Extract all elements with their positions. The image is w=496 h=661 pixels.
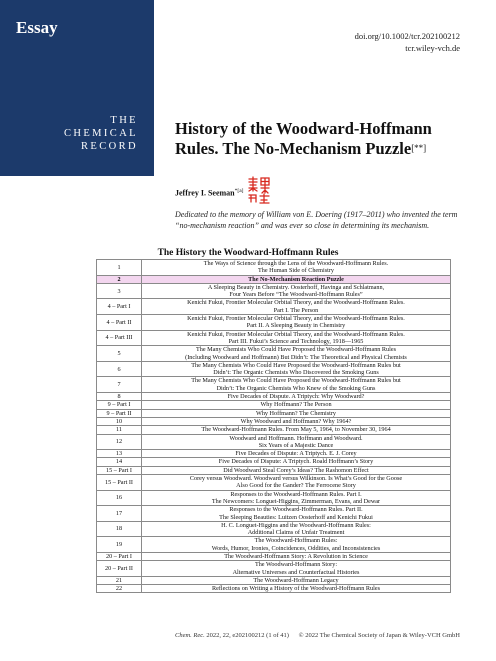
table-row — [97, 299, 451, 315]
part-number: 5 — [97, 346, 142, 362]
part-number: 11 — [97, 426, 142, 434]
part-title — [142, 401, 451, 409]
part-title — [142, 434, 451, 450]
title-footnote-mark: [**] — [411, 143, 427, 153]
part-title-line: Did Woodward Steal Corey’s Ideas? The Rashomon Effect — [223, 466, 369, 474]
part-title — [142, 537, 451, 553]
part-number: 15 – Part I — [97, 466, 142, 474]
part-title-line: Kenichi Fukui, Frontier Molecular Orbital Theory, and the Woodward-Hoffmann Rules. — [187, 330, 405, 338]
table-row — [97, 409, 451, 417]
part-title — [142, 475, 451, 491]
part-title-line: (Including Woodward and Hoffmann) But Didn’t: The Theoretical and Physical Chemists — [185, 353, 407, 361]
part-number: 12 — [97, 434, 142, 450]
part-title — [142, 283, 451, 299]
part-number: 19 — [97, 537, 142, 553]
part-title — [142, 260, 451, 276]
table-row — [97, 417, 451, 425]
part-title — [142, 393, 451, 401]
citation-details: 2022, 22, e202100212 (1 of 41) — [206, 632, 289, 639]
dedication: Dedicated to the memory of William von E. Doering (1917–2011) who invented the term “no-mechanism reaction” and was ever so close in determining its mechanism. — [175, 210, 458, 230]
table-row — [97, 458, 451, 466]
citation-journal: Chem. Rec. — [175, 632, 205, 639]
table-row — [97, 434, 451, 450]
author-seal-icon — [246, 176, 272, 204]
table-row — [97, 506, 451, 522]
part-title — [142, 466, 451, 474]
series-table-title: The History the Woodward-Hoffmann Rules — [157, 248, 339, 258]
journal-name-line: THE — [110, 115, 138, 126]
part-title-line: The Woodward-Hoffmann Legacy — [253, 576, 339, 584]
part-title-line: The Sleeping Beauties: Luitzen Oosterhoff and Kenichi Fukui — [219, 513, 373, 521]
part-title — [142, 409, 451, 417]
table-row — [97, 450, 451, 458]
part-number: 16 — [97, 490, 142, 506]
part-number: 9 – Part I — [97, 401, 142, 409]
part-title-line: Six Years of a Majestic Dance — [258, 441, 334, 449]
part-title — [142, 576, 451, 584]
part-title-line: Four Years Before “The Woodward-Hoffmann Rules” — [229, 291, 363, 299]
part-title-line: Five Decades of Dispute: A Triptych. E. J. Corey — [235, 450, 357, 458]
part-title — [142, 275, 451, 283]
part-title-line: Words, Humor, Ironies, Coincidences, Oddities, and Inconsistencies — [211, 544, 381, 552]
copyright: © 2022 The Chemical Society of Japan & Wiley-VCH GmbH — [298, 632, 460, 639]
part-title — [142, 361, 451, 377]
part-title-line: Additional Claims of Unfair Treatment — [247, 529, 345, 537]
part-number: 1 — [97, 260, 142, 276]
part-title-line: The Human Side of Chemistry — [258, 267, 334, 275]
part-title-line: The Many Chemists Who Could Have Proposed the Woodward-Hoffmann Rules — [195, 346, 397, 354]
part-title — [142, 426, 451, 434]
table-row — [97, 466, 451, 474]
article-title-text: History of the Woodward-Hoffmann Rules. The No-Mechanism Puzzle — [175, 119, 432, 158]
part-title — [142, 561, 451, 577]
part-title-line: The Woodward-Hoffmann Rules. From May 5, 1964, to November 30, 1964 — [201, 426, 391, 434]
part-title-line: Why Hoffmann? The Person — [260, 401, 332, 409]
table-row — [97, 537, 451, 553]
part-title-line: Also Good for the Gander? The Ferrocene Story — [236, 482, 356, 490]
part-title-line: The Woodward-Hoffmann Story: — [254, 561, 338, 569]
part-title-line: The Newcomers: Longuet-Higgins, Zimmerman, Evans, and Dewar — [211, 497, 381, 505]
part-title-line: The Woodward-Hoffmann Rules: — [254, 537, 338, 545]
part-number: 20 – Part II — [97, 561, 142, 577]
part-title-line: Part III. Fukui’s Science and Technology, 1918—1965 — [228, 337, 364, 345]
author-affiliation-mark: *[a] — [234, 188, 244, 194]
part-title — [142, 377, 451, 393]
part-title-line: The Many Chemists Who Could Have Proposed the Woodward-Hoffmann Rules but — [191, 377, 401, 385]
part-title-line: Responses to the Woodward-Hoffmann Rules. Part II. — [229, 506, 363, 514]
journal-name-line: CHEMICAL — [63, 128, 138, 139]
part-title-line: Woodward and Hoffmann. Hoffmann and Woodward. — [229, 434, 363, 442]
part-title — [142, 330, 451, 346]
table-row — [97, 561, 451, 577]
part-number: 3 — [97, 283, 142, 299]
article-title — [175, 119, 475, 159]
journal-name — [20, 114, 138, 153]
table-row — [97, 576, 451, 584]
part-title-line: Kenichi Fukui, Frontier Molecular Orbital Theory, and the Woodward-Hoffmann Rules. — [187, 315, 405, 323]
part-number: 8 — [97, 393, 142, 401]
part-title — [142, 346, 451, 362]
part-title-line: Alternative Universes and Counterfactual Histories — [232, 568, 360, 576]
table-row — [97, 260, 451, 276]
part-title — [142, 458, 451, 466]
series-table — [96, 259, 451, 593]
part-title — [142, 506, 451, 522]
table-row — [97, 552, 451, 560]
part-title-line: Why Woodward and Hoffmann? Why 1964? — [240, 417, 352, 425]
part-title-line: Kenichi Fukui, Frontier Molecular Orbital Theory, and the Woodward-Hoffmann Rules. — [187, 299, 405, 307]
part-number: 4 – Part II — [97, 315, 142, 331]
table-row — [97, 490, 451, 506]
part-title-line: The Many Chemists Who Could Have Proposed the Woodward-Hoffmann Rules but — [191, 361, 401, 369]
series-table-body — [97, 260, 451, 593]
table-row — [97, 475, 451, 491]
part-title-line: Five Decades of Dispute: A Triptych. Roald Hoffmann’s Story — [218, 458, 374, 466]
citation — [175, 632, 289, 639]
table-row — [97, 330, 451, 346]
part-number: 13 — [97, 450, 142, 458]
part-title-line: The Ways of Science through the Lens of the Woodward-Hoffmann Rules. — [203, 260, 389, 267]
table-row — [97, 346, 451, 362]
table-row — [97, 401, 451, 409]
journal-name-line: RECORD — [81, 141, 138, 152]
doi-block — [355, 30, 460, 54]
table-row — [97, 361, 451, 377]
part-title — [142, 417, 451, 425]
part-number: 10 — [97, 417, 142, 425]
part-number: 22 — [97, 585, 142, 593]
part-number: 7 — [97, 377, 142, 393]
part-number: 20 – Part I — [97, 552, 142, 560]
part-title-line: The Woodward-Hoffmann Story: A Revolution in Science — [224, 552, 368, 560]
part-title-line: Didn’t: The Organic Chemists Who Knew of the Smoking Guns — [216, 384, 376, 392]
part-title — [142, 450, 451, 458]
part-number: 2 — [97, 275, 142, 283]
part-number: 4 – Part I — [97, 299, 142, 315]
part-title-line: Corey versus Woodward. Woodward versus Wilkinson. Is What’s Good for the Goose — [189, 475, 403, 483]
section-label: Essay — [16, 18, 58, 37]
table-row — [97, 521, 451, 537]
part-title-line: H. C. Longuet-Higgins and the Woodward-Hoffmann Rules: — [221, 521, 371, 529]
part-number: 18 — [97, 521, 142, 537]
part-number: 17 — [97, 506, 142, 522]
part-title — [142, 490, 451, 506]
table-row — [97, 283, 451, 299]
part-title — [142, 299, 451, 315]
part-title — [142, 315, 451, 331]
table-row — [97, 275, 451, 283]
part-number: 6 — [97, 361, 142, 377]
part-title-line: A Sleeping Beauty in Chemistry. Oosterhoff, Havinga and Schlatmann, — [207, 283, 385, 291]
part-number: 9 – Part II — [97, 409, 142, 417]
part-number: 4 – Part III — [97, 330, 142, 346]
table-row — [97, 315, 451, 331]
part-title-line: Five Decades of Dispute. A Triptych: Why Woodward? — [227, 393, 365, 401]
part-title-line: Part II. A Sleeping Beauty in Chemistry — [246, 322, 346, 330]
author-name-text[interactable]: Jeffrey I. Seeman — [175, 188, 235, 198]
part-title-line: Responses to the Woodward-Hoffmann Rules. Part I. — [230, 490, 362, 498]
part-number: 15 – Part II — [97, 475, 142, 491]
site-link[interactable]: tcr.wiley-vch.de — [405, 43, 460, 53]
part-title — [142, 521, 451, 537]
part-title-line: The No-Mechanism Reaction Puzzle — [248, 275, 344, 283]
part-number: 14 — [97, 458, 142, 466]
doi-link[interactable]: doi.org/10.1002/tcr.202100212 — [354, 31, 460, 41]
part-title-line: Didn’t: The Organic Chemists Who Discovered the Smoking Guns — [213, 369, 379, 377]
part-number: 21 — [97, 576, 142, 584]
part-title-line: Reflections on Writing a History of the Woodward-Hoffmann Rules — [211, 585, 380, 593]
table-row — [97, 426, 451, 434]
author-name — [175, 188, 243, 198]
part-title-line: Why Hoffmann? The Chemistry — [255, 409, 337, 417]
table-row — [97, 377, 451, 393]
table-row — [97, 393, 451, 401]
table-row — [97, 585, 451, 593]
part-title — [142, 552, 451, 560]
part-title-line: Part I. The Person — [273, 306, 319, 314]
part-title — [142, 585, 451, 593]
